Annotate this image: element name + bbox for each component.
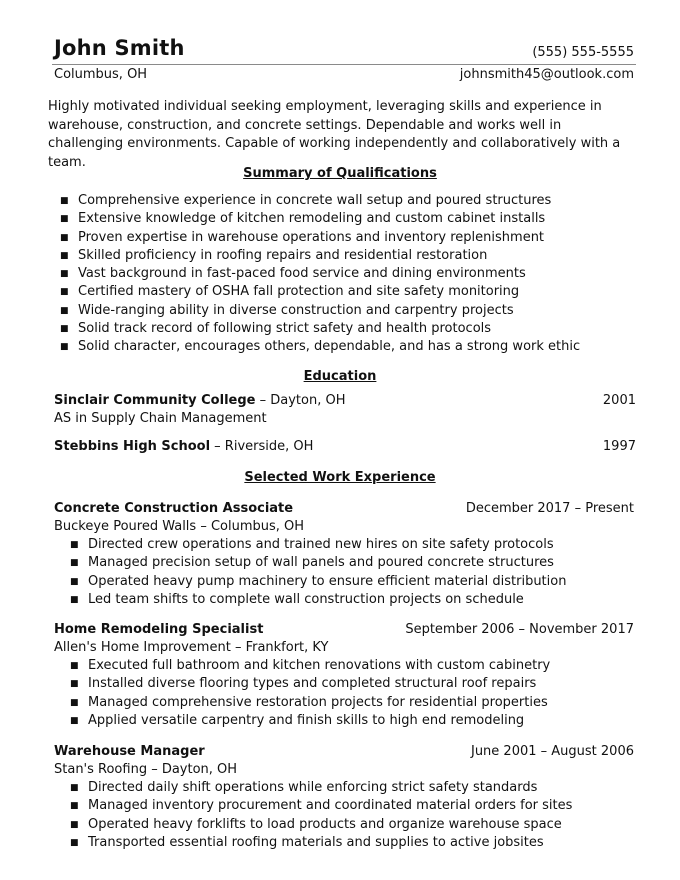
job-bullet-item: ■ Directed crew operations and trained new hires on site safety protocols (54, 536, 634, 554)
experience-heading: Selected Work Experience (244, 470, 436, 485)
job-entry (54, 743, 634, 852)
header-divider (52, 64, 636, 65)
email-address: johnsmith45@outlook.com (459, 67, 634, 82)
qualification-item: ■ Certified mastery of OSHA fall protection and site safety monitoring (58, 283, 580, 301)
school-location: – Dayton, OH (255, 393, 346, 408)
square-bullet-icon: ■ (70, 594, 79, 605)
square-bullet-icon: ■ (60, 287, 69, 298)
candidate-location: Columbus, OH (54, 67, 148, 82)
square-bullet-icon: ■ (70, 576, 79, 587)
qualification-item: ■ Vast background in fast-paced food service and dining environments (58, 265, 580, 283)
job-bullet-item: ■ Led team shifts to complete wall construction projects on schedule (54, 591, 634, 609)
job-company: Buckeye Poured Walls – Columbus, OH (54, 519, 305, 534)
qualification-item: ■ Comprehensive experience in concrete wall setup and poured structures (58, 192, 580, 210)
job-dates: December 2017 – Present (465, 501, 634, 516)
square-bullet-icon: ■ (70, 819, 79, 830)
graduation-year: 2001 (602, 393, 636, 408)
square-bullet-icon: ■ (70, 661, 79, 671)
school-name: Stebbins High School (54, 439, 211, 454)
square-bullet-icon: ■ (70, 558, 79, 569)
job-bullet-item: ■ Transported essential roofing materials and supplies to active jobsites (54, 834, 634, 852)
qualification-item: ■ Wide-ranging ability in diverse construction and carpentry projects (58, 302, 580, 320)
job-bullet-item: ■ Executed full bathroom and kitchen renovations with custom cabinetry (54, 657, 634, 675)
job-dates: September 2006 – November 2017 (405, 622, 634, 637)
job-bullets (54, 657, 634, 730)
degree: AS in Supply Chain Management (54, 411, 267, 426)
job-bullet-item: ■ Managed inventory procurement and coordinated material orders for sites (54, 797, 634, 815)
job-entry (54, 621, 634, 730)
candidate-name: John Smith (54, 36, 185, 60)
job-title: Warehouse Manager (54, 744, 205, 759)
job-bullets (54, 779, 634, 852)
job-bullet-item: ■ Operated heavy pump machinery to ensure efficient material distribution (54, 573, 634, 591)
job-bullet-item: ■ Operated heavy forklifts to load products and organize warehouse space (54, 816, 634, 834)
job-title: Concrete Construction Associate (54, 501, 294, 516)
square-bullet-icon: ■ (60, 232, 69, 243)
square-bullet-icon: ■ (60, 250, 69, 261)
square-bullet-icon: ■ (70, 783, 79, 793)
education-entry (54, 438, 636, 456)
square-bullet-icon: ■ (70, 715, 79, 726)
school-name: Sinclair Community College (54, 393, 256, 408)
square-bullet-icon: ■ (70, 837, 79, 848)
square-bullet-icon: ■ (60, 269, 69, 280)
square-bullet-icon: ■ (60, 342, 69, 353)
job-bullet-item: ■ Managed comprehensive restoration projects for residential properties (54, 694, 634, 712)
job-entry (54, 500, 634, 609)
qualification-item: ■ Extensive knowledge of kitchen remodeling and custom cabinet installs (58, 210, 580, 228)
square-bullet-icon: ■ (70, 801, 79, 812)
square-bullet-icon: ■ (70, 679, 79, 690)
job-dates: June 2001 – August 2006 (470, 744, 634, 759)
job-bullet-item: ■ Directed daily shift operations while enforcing strict safety standards (54, 779, 634, 797)
square-bullet-icon: ■ (70, 697, 79, 708)
education-heading: Education (303, 369, 377, 384)
square-bullet-icon: ■ (60, 196, 69, 206)
job-bullet-item: ■ Installed diverse flooring types and completed structural roof repairs (54, 675, 634, 693)
square-bullet-icon: ■ (70, 540, 79, 550)
job-company: Allen's Home Improvement – Frankfort, KY (54, 640, 329, 655)
graduation-year: 1997 (602, 439, 636, 454)
square-bullet-icon: ■ (60, 324, 69, 335)
phone-number: (555) 555-5555 (532, 45, 634, 60)
qualification-item: ■ Proven expertise in warehouse operations and inventory replenishment (58, 229, 580, 247)
profile-summary: Highly motivated individual seeking employment, leveraging skills and experience in warehouse, construction, and concrete settings. Dependable and works well in challenging environments. Capable of working independently and collaboratively with a team. (48, 99, 621, 170)
square-bullet-icon: ■ (60, 305, 69, 316)
qualifications-list (58, 192, 580, 357)
job-company: Stan's Roofing – Dayton, OH (54, 762, 238, 777)
qualification-item: ■ Solid track record of following strict safety and health protocols (58, 320, 580, 338)
job-bullets (54, 536, 634, 609)
job-title: Home Remodeling Specialist (54, 622, 264, 637)
square-bullet-icon: ■ (60, 214, 69, 225)
job-bullet-item: ■ Applied versatile carpentry and finish skills to high end remodeling (54, 712, 634, 730)
education-entry (54, 392, 636, 410)
qualification-item: ■ Solid character, encourages others, dependable, and has a strong work ethic (58, 338, 580, 356)
qualification-item: ■ Skilled proficiency in roofing repairs and residential restoration (58, 247, 580, 265)
job-bullet-item: ■ Managed precision setup of wall panels and poured concrete structures (54, 554, 634, 572)
qualifications-heading: Summary of Qualifications (243, 166, 437, 181)
school-location: – Riverside, OH (210, 439, 314, 454)
